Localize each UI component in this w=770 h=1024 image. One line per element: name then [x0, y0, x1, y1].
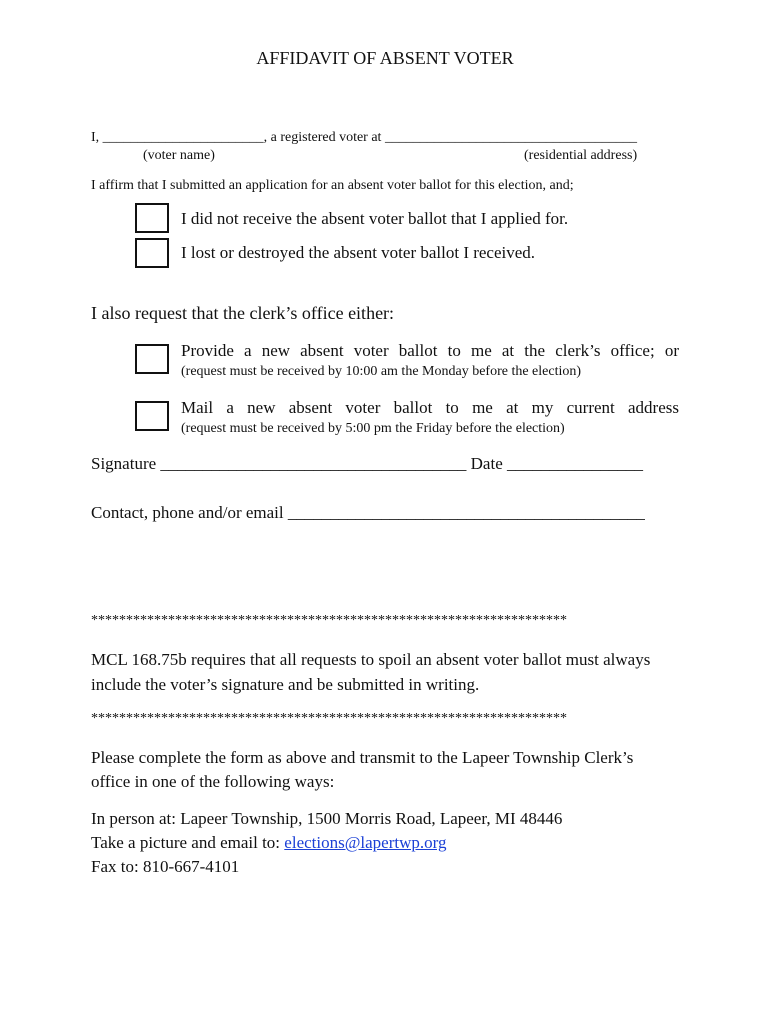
checkbox-provide-at-office[interactable] — [135, 344, 169, 374]
checkbox-lost-destroyed[interactable] — [135, 238, 169, 268]
option-lost-destroyed-label: I lost or destroyed the absent voter ballot I received. — [181, 243, 536, 262]
word: Provide — [181, 341, 234, 360]
address-caption: (residential address) — [524, 148, 638, 163]
mcl-text-line-2: include the voter’s signature and be submitted in writing. — [91, 675, 480, 694]
word: office; — [610, 341, 655, 360]
option-provide-label — [181, 341, 679, 361]
email-prefix: Take a picture and email to: — [91, 833, 285, 852]
option-mail-note: (request must be received by 5:00 pm the Friday before the election) — [181, 421, 565, 436]
divider-top: ******************************************************************** — [91, 613, 567, 628]
instructions-line-1: Please complete the form as above and transmit to the Lapeer Township Clerk’s — [91, 748, 634, 767]
word: ballot — [398, 341, 438, 360]
word: voter — [353, 341, 389, 360]
request-heading: I also request that the clerk’s office either: — [91, 303, 395, 323]
checkbox-mail-to-address[interactable] — [135, 401, 169, 431]
word: current — [566, 398, 615, 417]
word: ballot — [393, 398, 433, 417]
word: my — [531, 398, 554, 417]
word: or — [664, 341, 679, 360]
word: a — [244, 341, 252, 360]
affirm-text: I affirm that I submitted an application for an absent voter ballot for this election, and; — [91, 178, 574, 193]
word: absent — [300, 341, 344, 360]
in-person-method: In person at: Lapeer Township, 1500 Morris Road, Lapeer, MI 48446 — [91, 809, 563, 828]
option-mail-label — [181, 398, 679, 418]
word: Mail — [181, 398, 214, 417]
instructions-line-2: office in one of the following ways: — [91, 772, 335, 791]
word: address — [628, 398, 679, 417]
option-not-received-label: I did not receive the absent voter ballot that I applied for. — [181, 209, 569, 228]
word: voter — [345, 398, 381, 417]
word: me — [472, 398, 493, 417]
option-provide-note: (request must be received by 10:00 am the Monday before the election) — [181, 364, 582, 379]
contact-line[interactable]: Contact, phone and/or email __________________________________________ — [91, 503, 645, 522]
fax-method: Fax to: 810-667-4101 — [91, 857, 240, 876]
word: the — [524, 341, 546, 360]
signature-date-line[interactable]: Signature ____________________________________ Date ________________ — [91, 454, 643, 473]
word: new — [247, 398, 276, 417]
word: me — [470, 341, 492, 360]
mcl-text-line-1: MCL 168.75b requires that all requests to spoil an absent voter ballot must always — [91, 650, 651, 669]
word: absent — [288, 398, 333, 417]
divider-bottom: ******************************************************************** — [91, 711, 567, 726]
checkbox-not-received[interactable] — [135, 203, 169, 233]
voter-line: I, _______________________, a registered voter at ____________________________________ — [91, 130, 637, 145]
email-link[interactable]: elections@lapertwp.org — [284, 833, 447, 852]
voter-name-caption: (voter name) — [143, 148, 215, 163]
word: at — [501, 341, 515, 360]
word: to — [447, 341, 461, 360]
word: to — [445, 398, 459, 417]
word: a — [226, 398, 234, 417]
word: at — [506, 398, 519, 417]
page-title: AFFIDAVIT OF ABSENT VOTER — [256, 48, 514, 68]
email-method — [91, 833, 446, 853]
word: new — [261, 341, 291, 360]
word: clerk’s — [555, 341, 601, 360]
